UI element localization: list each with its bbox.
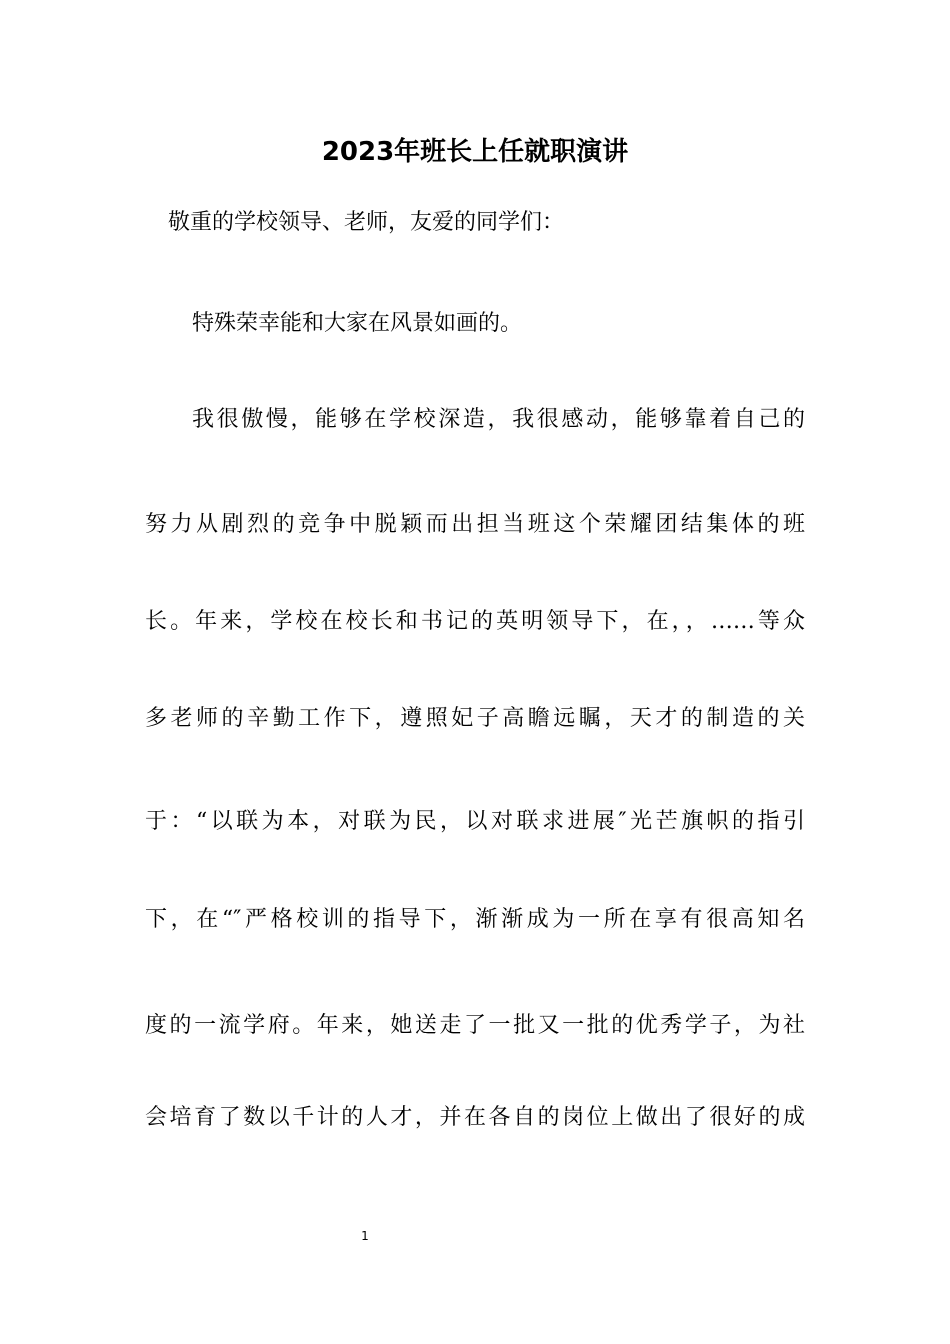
- paragraph-line: 我很傲慢，能够在学校深造，我很感动，能够靠着自己的: [192, 407, 805, 432]
- paragraph-line: 会培育了数以千计的人才，并在各自的岗位上做出了很好的成: [145, 1105, 805, 1130]
- paragraph-line: 长。年来，学校在校长和书记的英明领导下，在，，……等众: [145, 609, 805, 634]
- paragraph-line: 下，在“″严格校训的指导下，渐渐成为一所在享有很高知名: [145, 907, 805, 932]
- page-number: 1: [361, 1229, 369, 1243]
- salutation: 敬重的学校领导、老师，友爱的同学们：: [168, 210, 565, 235]
- paragraph-line: 多老师的辛勤工作下，遵照妃子高瞻远瞩，天才的制造的关: [145, 706, 805, 731]
- paragraph-line: 于：“以联为本，对联为民，以对联求进展″光芒旗帜的指引: [145, 809, 805, 834]
- paragraph-line: 努力从剧烈的竞争中脱颖而出担当班这个荣耀团结集体的班: [145, 512, 805, 537]
- paragraph-line: 度的一流学府。年来，她送走了一批又一批的优秀学子，为社: [145, 1013, 805, 1038]
- paragraph-line: 特殊荣幸能和大家在风景如画的。: [192, 311, 523, 336]
- document-title: 2023年班长上任就职演讲: [321, 137, 629, 167]
